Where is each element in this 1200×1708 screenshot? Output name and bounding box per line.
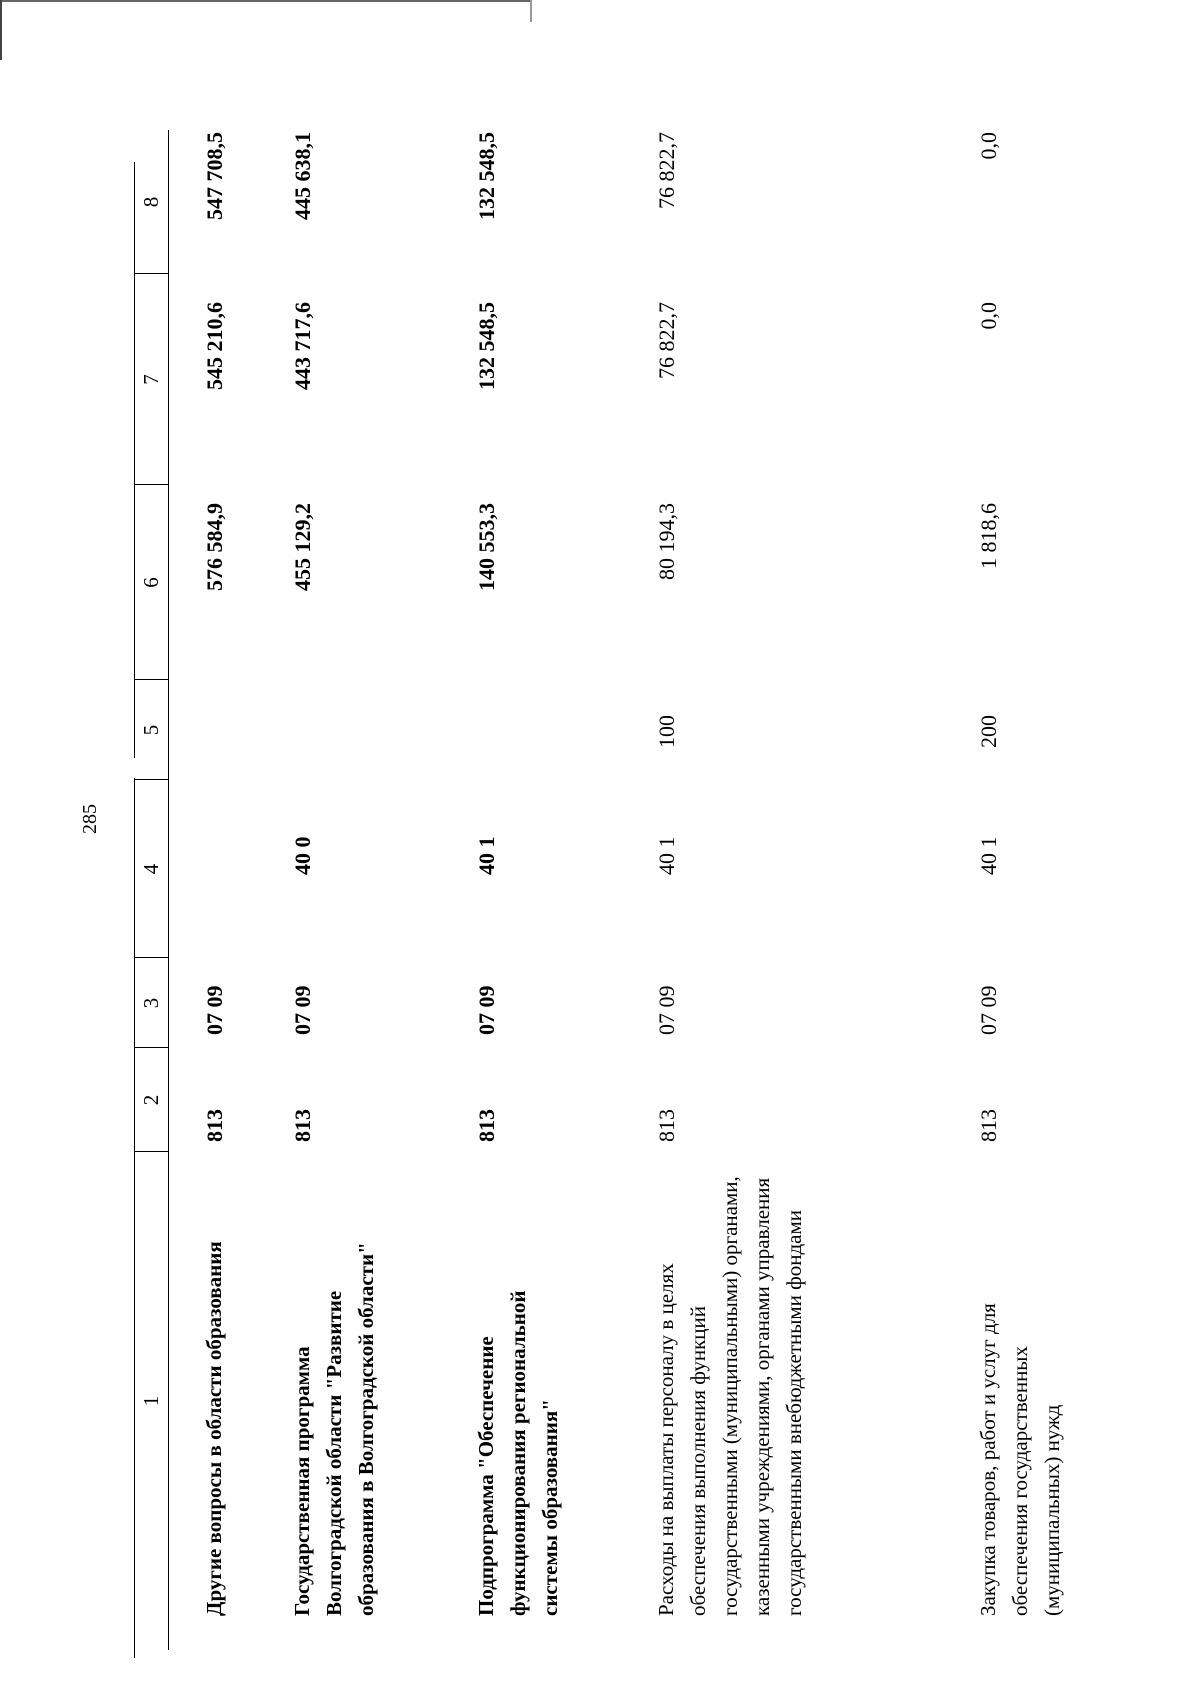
row-code-expense: 200 [976,715,1001,748]
row-amount-col6: 1 818,6 [976,503,1001,569]
row-code-section: 07 09 [474,985,499,1035]
column-header-2: 2 [139,1094,163,1106]
row-code-section: 07 09 [290,985,315,1035]
row-code-section: 07 09 [202,985,227,1035]
row-amount-col7: 76 822,7 [654,302,679,379]
row-amount-col8: 132 548,5 [474,132,499,220]
row-amount-col8: 547 708,5 [202,132,227,220]
row-amount-col7: 0,0 [976,302,1001,330]
header-bottom-border [168,130,169,1650]
row-code-program: 40 0 [290,836,315,875]
row-code-ministry: 813 [976,1109,1001,1142]
column-header-8: 8 [139,196,163,208]
row-code-program: 40 1 [474,836,499,875]
row-description: Закупка товаров, работ и услуг для обеспечения государственных (муниципальных) нужд [976,1303,1064,1616]
row-amount-col6: 576 584,9 [202,503,227,591]
row-description: Государственная программа Волгоградской области "Развитие образования в Волгоградской области" [290,1242,378,1616]
column-header-7: 7 [139,374,163,385]
row-code-program: 40 1 [654,836,679,875]
row-description: Другие вопросы в области образования [202,1241,226,1616]
row-amount-col8: 0,0 [976,132,1001,160]
row-code-expense: 100 [654,715,679,748]
column-header-3: 3 [139,997,163,1009]
row-amount-col8: 76 822,7 [654,132,679,209]
row-code-ministry: 813 [202,1109,227,1142]
row-code-ministry: 813 [290,1109,315,1142]
row-amount-col6: 80 194,3 [654,503,679,580]
row-description: Подпрограмма "Обеспечение функционирования региональной системы образования" [474,1290,562,1616]
row-code-ministry: 813 [474,1109,499,1142]
column-header-5: 5 [139,724,163,736]
row-amount-col7: 132 548,5 [474,302,499,390]
row-amount-col8: 445 638,1 [290,132,315,220]
row-code-program: 40 1 [976,836,1001,875]
row-code-ministry: 813 [654,1109,679,1142]
row-code-section: 07 09 [976,985,1001,1035]
column-header-4: 4 [139,863,163,875]
row-description: Расходы на выплаты персоналу в целях обеспечения выполнения функций государственными (муниципальными) органами, казенными учреждениями, органами управления государственными внебюджетными фондами [654,1176,806,1616]
row-amount-col7: 443 717,6 [290,302,315,390]
column-header-6: 6 [139,577,163,588]
row-amount-col6: 455 129,2 [290,503,315,591]
page-number: 285 [79,804,101,834]
row-amount-col7: 545 210,6 [202,302,227,390]
row-code-section: 07 09 [654,985,679,1035]
column-header-1: 1 [139,1395,163,1407]
row-amount-col6: 140 553,3 [474,503,499,591]
